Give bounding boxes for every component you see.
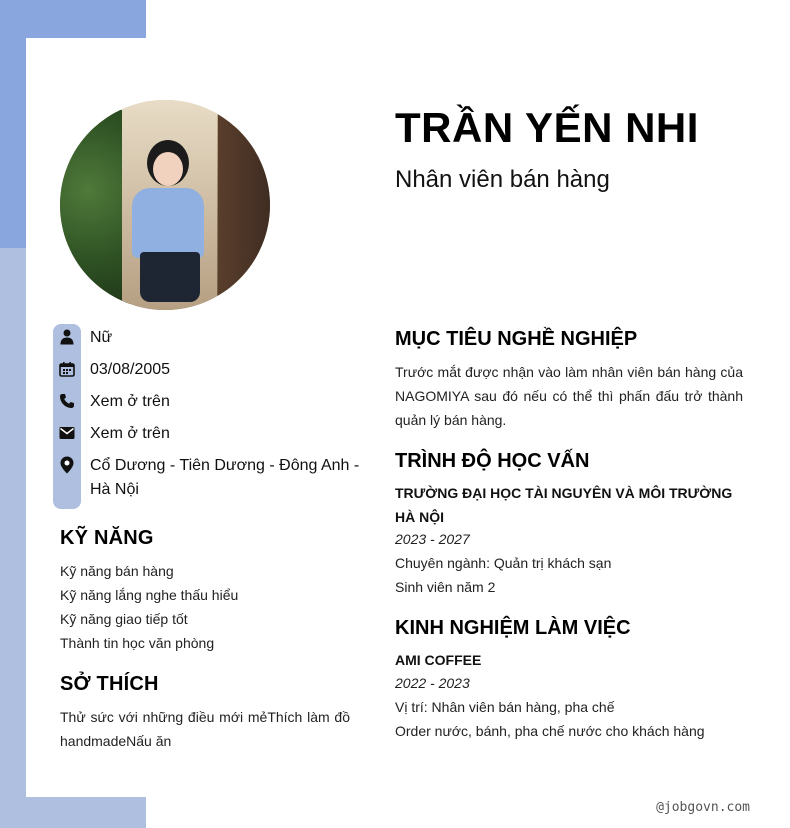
watermark: @jobgovn.com (656, 800, 750, 815)
company-name: AMI COFFEE (395, 652, 482, 668)
gender-text: Nữ (90, 329, 113, 346)
experience-position: Vị trí: Nhân viên bán hàng, pha chế (395, 699, 615, 715)
objective-heading: MỤC TIÊU NGHỀ NGHIỆP (395, 328, 638, 350)
birthday-text: 03/08/2005 (90, 361, 171, 378)
profile-photo (60, 100, 270, 310)
skill-item: Kỹ năng giao tiếp tốt (60, 611, 188, 627)
education-heading: TRÌNH ĐỘ HỌC VẤN (395, 450, 590, 472)
contact-address (58, 454, 360, 502)
education-major: Chuyên ngành: Quản trị khách sạn (395, 555, 612, 571)
skill-item: Thành tin học văn phòng (60, 635, 215, 651)
calendar-icon (58, 360, 76, 378)
experience-description: Order nước, bánh, pha chế nước cho khách hàng (395, 723, 705, 739)
skills-list (60, 559, 238, 655)
education-year: Sinh viên năm 2 (395, 579, 496, 595)
candidate-name: TRẦN YẾN NHI (395, 104, 699, 151)
address-text: Cổ Dương - Tiên Dương - Đông Anh - Hà Nội (90, 457, 360, 498)
phone-icon (58, 392, 76, 410)
education-period: 2023 - 2027 (395, 531, 470, 547)
contact-phone (58, 390, 360, 414)
experience-heading: KINH NGHIỆM LÀM VIỆC (395, 617, 631, 639)
objective-text: Trước mắt được nhận vào làm nhân viên bán hàng của NAGOMIYA sau đó nếu có thể thì phấn đấu trở thành quản lý bán hàng. (395, 364, 743, 428)
email-text: Xem ở trên (90, 425, 170, 442)
location-pin-icon (58, 456, 76, 474)
phone-text: Xem ở trên (90, 393, 170, 410)
candidate-role: Nhân viên bán hàng (395, 166, 610, 193)
contact-email (58, 422, 360, 446)
hobbies-heading: SỞ THÍCH (60, 673, 159, 695)
hobbies-text: Thử sức với những điều mới mẻThích làm đồ handmadeNấu ăn (60, 709, 350, 749)
skill-item: Kỹ năng lắng nghe thấu hiểu (60, 587, 239, 603)
contact-birthday (58, 358, 360, 382)
school-name: TRƯỜNG ĐẠI HỌC TÀI NGUYÊN VÀ MÔI TRƯỜNG HÀ NỘI (395, 485, 733, 525)
person-icon (58, 328, 76, 346)
contact-gender (58, 326, 360, 350)
skills-heading: KỸ NĂNG (60, 527, 154, 549)
mail-icon (58, 424, 76, 442)
experience-period: 2022 - 2023 (395, 675, 470, 691)
skill-item: Kỹ năng bán hàng (60, 563, 174, 579)
